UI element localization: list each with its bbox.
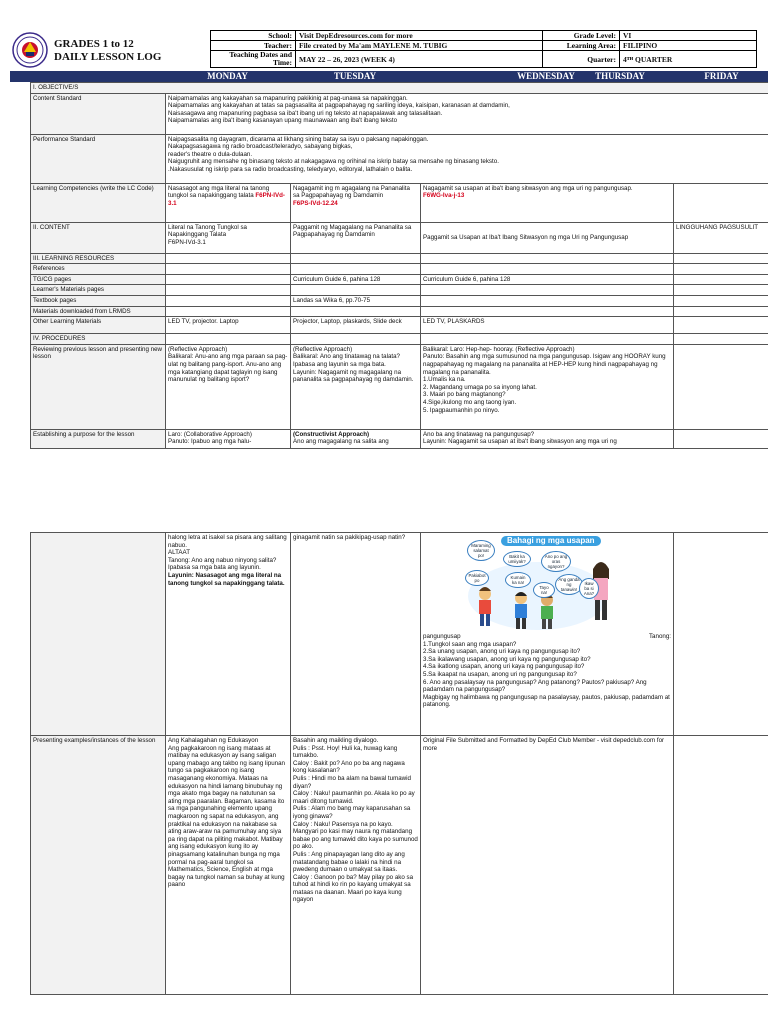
objectives-heading: I. OBJECTIVE/S [31, 83, 768, 94]
grade-value: VI [620, 31, 757, 41]
dates-label: Teaching Dates and Time: [211, 51, 296, 68]
other-materials-label: Other Learning Materials [31, 317, 166, 334]
purpose-monday-layunin: Layunin: Nasasagot ang mga literal na tanong tungkol sa napakinggang talata. [168, 571, 285, 587]
review-wednesday: Balikaral: Laro: Hep-hep- hooray. (Reflective Approach) Panuto: Basahin ang mga sumusunod na mga pangungusap. Isigaw ang HOORAY kung nagpapahayag ng magalang na pananalita at HEP-HEP kung hindi nagpapahayag ng magalang na pananalita. 1.Umalis ka na. 2. Magandang umaga po sa inyong lahat. 3. Maari po bang magtanong? 4.Sige,ikulong mo ang taong iyan. 5. Ipagpaumanhin po ninyo. [421, 344, 674, 429]
purpose-friday [674, 429, 768, 448]
purpose-tuesday-text: Ano ang magagalang na salita ang [293, 438, 389, 446]
competency-wednesday [421, 183, 674, 222]
review-tuesday: (Reflective Approach) Balikaral: Ano ang tinatawag na talata? Ipabasa ang layunin sa mga bata. Layunin: Nagagamit ng magagalang na pananalita sa pagpapahayag ng damdamin. [291, 344, 421, 429]
competency-wednesday-text: Nagagamit sa usapan at iba't ibang sitwasyon ang mga uri ng pangungusap. [423, 184, 633, 192]
lesson-table-page1 [30, 82, 768, 449]
review-monday: (Reflective Approach) Balikaral: Anu-ano ang mga paraan sa pag-ulat ng balitang pang-isport. Anu-ano ang mga katangiang dapat taglayin ng isang manunulat ng balitang isport? [166, 344, 291, 429]
day-tuesday: TUESDAY [333, 71, 377, 81]
competency-friday [674, 183, 768, 222]
teacher-value: File created by Ma'am MAYLENE M. TUBIG [296, 41, 543, 51]
caption-tanong: Tanong: [648, 633, 671, 640]
dll-title [54, 38, 161, 64]
review-friday [674, 344, 768, 429]
dates-value: MAY 22 – 26, 2023 (WEEK 4) [296, 51, 543, 68]
content-wednesday: Paggamit sa Usapan at Iba't Ibang Sitwasyon ng mga Uri ng Pangungusap [421, 222, 674, 253]
speech-bubble-5: Ang ganda ng tanawin! [555, 574, 583, 595]
illustration-caption-row [423, 633, 671, 641]
row-review [31, 344, 768, 429]
competency-tuesday-text: Nagagamit ing m agagalang na Pananalita sa Pagpapahayag ng Damdamin [293, 184, 410, 200]
purpose-tuesday-head: (Constructivist Approach) [293, 430, 370, 438]
row-content-standard [31, 93, 768, 134]
competency-wednesday-code: F6WG-Iva-j-13 [423, 192, 465, 200]
examples-tuesday: Basahin ang maikling diyalogo. Pulis : Psst. Hoy! Huli ka, huwag kang tumakbo. Caloy : Bakit po? Ano po ba ang nagawa kong kasalanan? Pulis : Hindi mo ba alam na bawal tumawid diyan? Caloy : Naku! paumanhin po. Akala ko po ay maari ditong tumawid. Pulis : Alam mo bang may kaparusahan sa iyong ginawa? Caloy : Naku! Pasensya na po kayo. Mangyari po kasi may naura ng matandang babae po ang tumawid dito kaya po sumunod po ako. Pulis : Ang pinapayagan lang dito ay ang matatandang babae o lalaki na hindi na pwedeng dumaan o umakyat sa itaas. Caloy : Ganoon po ba? May pilay po ako sa tuhod at hindi ko rin po kayang umakyat sa mataas na daanan. Maari po kaya kung ngayon [291, 736, 421, 995]
purpose-continued-friday [674, 533, 768, 736]
quarter-label: Quarter: [543, 51, 620, 68]
competency-monday-code: F6PN-IVd-3.1 [168, 192, 285, 207]
speech-bubble-8: Ikaw ba si Ana? [579, 578, 599, 599]
tg-wednesday: Curriculum Guide 6, pahina 128 [421, 274, 674, 285]
row-competencies [31, 183, 768, 222]
competency-tuesday-code: F6PS-IVd-12.24 [293, 199, 338, 207]
lesson-table-page2 [30, 532, 768, 995]
row-lrmds [31, 306, 768, 317]
grade-label: Grade Level: [543, 31, 620, 41]
purpose-continued-monday [166, 533, 291, 736]
row-references [31, 264, 768, 275]
dll-header [10, 30, 768, 72]
other-wednesday: LED TV, PLASKARDS [421, 317, 674, 334]
row-purpose-continued [31, 533, 768, 736]
content-standard-text: Naipamamalas ang kakayahan sa mapanuring pakikinig at pag-unawa sa napakinggan. Naipamamalas ang kakayahan at tatas sa pagsasalita at pagpapahayag ng sariling ideya, kaisipan, karanasan at damdamin, Naisasagawa ang mapanuring pagbasa sa iba't ibang uri ng teksto at napapalawak ang talasalitaan. Naipamamalas ang iba't ibang kasanayan upang maunawaan ang iba't ibang teksto [166, 93, 768, 134]
day-header-bar [10, 71, 768, 82]
row-procedures [31, 334, 768, 345]
speech-bubble-4: Kumain ka na! [505, 572, 531, 588]
area-value: FILIPINO [620, 41, 757, 51]
day-friday: FRIDAY [704, 71, 739, 81]
content-label: II. CONTENT [31, 222, 166, 253]
purpose-continued-label [31, 533, 166, 736]
examples-monday: Ang Kahalagahan ng Edukasyon Ang pagkakaroon ng isang mataas at matibay na edukasyon ay isang saligan upang mabago ang takbo ng isang lipunan tungo sa pagkakaroon ng isang masaganang ekonomiya. Mataas na edukasyon na hindi lamang binubuhay ng mga akato mga bagay na natutunan sa ating mga paaralan. Bagaman, kasama ito sa mga pangunahing elemento upang magkaroon ng sapat na edukasyon, ang praktikal na edukasyon na nakabase sa ating araw-araw na pamumuhay ang siya pa ring dapat na piliting makabot. Matibay ang isang edukasyon kung ito ay pinagsamang katalinuhan bunga ng mga pormal na pag-aaral tungkol sa Mathematics, Science, English at mga bagay na tungkol naman sa buhay at kung paano [166, 736, 291, 995]
purpose-continued-tuesday: ginagamit natin sa pakikipag-usap natin? [291, 533, 421, 736]
purpose-wednesday: Ano ba ang tinatawag na pangungusap? Layunin: Nagagamit sa usapan at iba't ibang sitwasyon ang mga uri ng [421, 429, 674, 448]
day-wednesday: WEDNESDAY [517, 71, 575, 81]
teacher-label: Teacher: [211, 41, 296, 51]
day-header-blank [10, 71, 165, 82]
illustration-title: Bahagi ng mga usapan [501, 536, 601, 546]
title-line1: GRADES 1 to 12 [54, 38, 134, 50]
row-textbook [31, 295, 768, 306]
speech-bubble-3: Ano po ang oras ngayon? [541, 551, 571, 572]
row-lm [31, 285, 768, 296]
speech-bubble-1: Maraming salamat po! [467, 540, 495, 561]
row-content [31, 222, 768, 253]
performance-standard-text: Naipagsasalita ng dayagram, dicarama at likhang sining batay sa isyu o paksang napakinggan. Nakapagsasagawa ng radio broadcast/teleradyo, sabayang bigkas, reader's theatre o dula-dulaan. Naigugruhit ang mensahe ng binasang teksto at nakagagawa ng orihinal na iskrip batay sa mensahe ng binasang teksto. .Nakasusulat ng iskrip para sa radio broadcasting, teledyaryo, editoryal, lathalain o balita. [166, 134, 768, 183]
day-monday: MONDAY [207, 71, 248, 81]
day-thursday: THURSDAY [595, 71, 645, 81]
school-label: School: [211, 31, 296, 41]
speech-bubble-6: Pakiabot po [465, 570, 489, 586]
tg-tuesday: Curriculum Guide 6, pahina 128 [291, 274, 421, 285]
quarter-value: 4ᵀᴴ QUARTER [620, 51, 757, 68]
references-label: References [31, 264, 166, 275]
content-friday: LINGGUHANG PAGSUSULIT [674, 222, 768, 253]
competencies-label: Learning Competencies (write the LC Code) [31, 183, 166, 222]
caption-pangungusap: pangungusap [423, 633, 461, 640]
conversation-illustration [463, 536, 613, 631]
row-objectives [31, 83, 768, 94]
content-tuesday: Paggamit ng Magagalang na Pananalita sa Pagpapahayag ng Damdamin [291, 222, 421, 253]
row-other-materials [31, 317, 768, 334]
other-monday: LED TV, projector. Laptop [166, 317, 291, 334]
school-value: Visit DepEdresources.com for more [296, 31, 543, 41]
review-label: Reviewing previous lesson and presenting new lesson [31, 344, 166, 429]
competency-monday [166, 183, 291, 222]
deped-seal-icon [12, 32, 48, 68]
competency-monday-text: Nasasagot ang mga literal na tanong tungkol sa napakinggang talata [168, 184, 270, 200]
row-purpose [31, 429, 768, 448]
examples-friday [674, 736, 768, 995]
purpose-tuesday [291, 429, 421, 448]
other-tuesday: Projector, Laptop, plaskards, Slide deck [291, 317, 421, 334]
content-standard-label: Content Standard [31, 93, 166, 134]
title-line2: DAILY LESSON LOG [54, 51, 162, 63]
row-examples [31, 736, 768, 995]
lm-label: Learner's Materials pages [31, 285, 166, 296]
textbook-label: Textbook pages [31, 295, 166, 306]
tg-label: TG/CG pages [31, 274, 166, 285]
content-monday: Literal na Tanong Tungkol sa Napakinggang Talata F6PN-IVd-3.1 [166, 222, 291, 253]
examples-wednesday: Original File Submitted and Formatted by DepEd Club Member - visit depedclub.com for more [421, 736, 674, 995]
purpose-monday: Laro: (Collaborative Approach) Panuto: Ipabuo ang mga halu- [166, 429, 291, 448]
speech-bubble-2: Bakit ka umiiyak? [503, 551, 531, 567]
purpose-label: Establishing a purpose for the lesson [31, 429, 166, 448]
textbook-tuesday: Landas sa Wika 6, pp.70-75 [291, 295, 421, 306]
performance-standard-label: Performance Standard [31, 134, 166, 183]
lrmds-label: Materials downloaded from LRMDS [31, 306, 166, 317]
meta-table [210, 30, 757, 68]
competency-tuesday [291, 183, 421, 222]
purpose-continued-monday-text: halong letra at isakel sa pisara ang salitang nabuo. ALTAAT Tanong: Ano ang nabuo ninyong salita? Ipabasa sa mga bata ang layunin. [168, 534, 287, 572]
procedures-label: IV. PROCEDURES [31, 334, 166, 345]
speech-bubble-7: Tayo na! [533, 582, 555, 598]
purpose-questions: 1.Tungkol saan ang mga usapan? 2.Sa unang usapan, anong uri kaya ng pangungusap ito? 3.Sa ikalawang usapan, anong uri kaya ng pangungusap ito? 4.Sa ikatlong usapan, anong uri kaya ng pangungusap ito? 5.Sa ikaapat na usapan, anong uri ng pangungusap ito? 6. Ano ang pasalaysay na pangungusap? Ang patanong? Pautos? pakiusap? Ang padamdam na pangungusap? Magbigay ng halimbawa ng pangungusap na pasalaysay, pautos, pakiusap, padamdam at patanong. [423, 640, 670, 709]
purpose-continued-wednesday [421, 533, 674, 736]
area-label: Learning Area: [543, 41, 620, 51]
resources-label: III. LEARNING RESOURCES [31, 253, 166, 264]
row-tg [31, 274, 768, 285]
examples-label: Presenting examples/instances of the lesson [31, 736, 166, 995]
row-resources [31, 253, 768, 264]
row-performance-standard [31, 134, 768, 183]
